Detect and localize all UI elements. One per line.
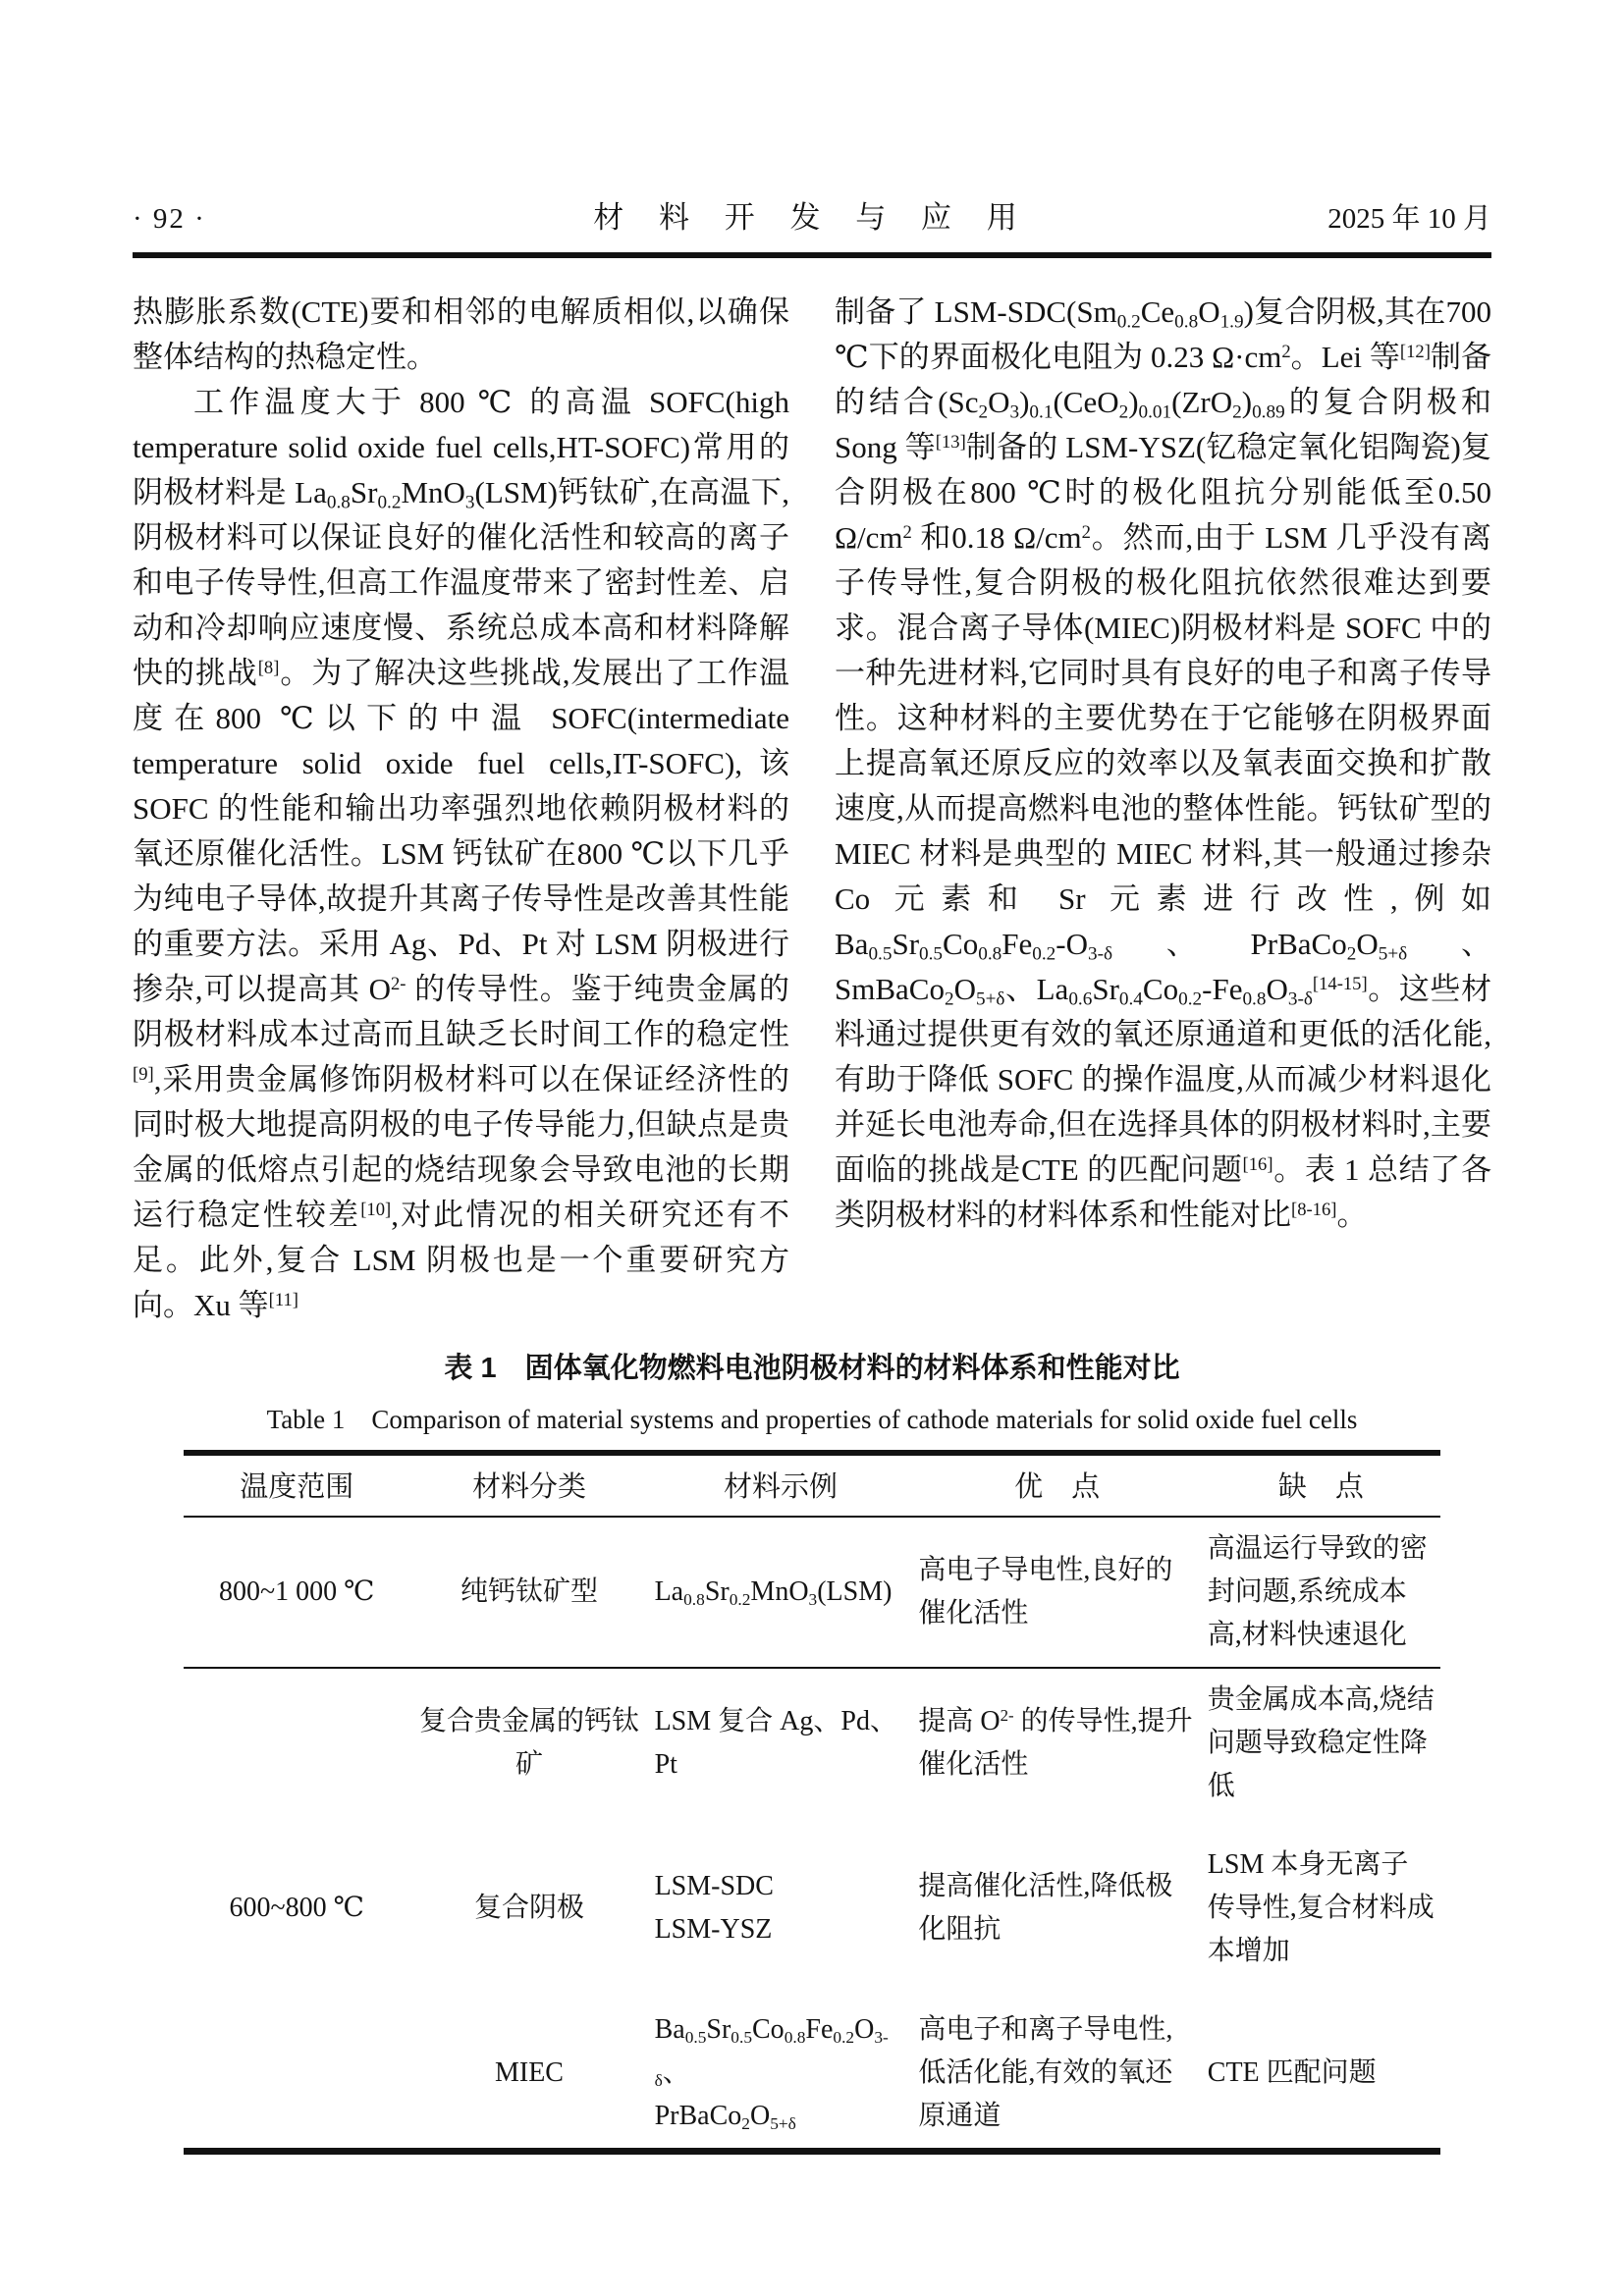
cell-disadvantages: 高温运行导致的密封问题,系统成本高,材料快速退化 (1207, 1533, 1428, 1650)
col-header-disadvantages: 缺 点 (1202, 1453, 1440, 1517)
page-number: · 92 · (133, 203, 206, 235)
table-section (133, 1346, 1491, 2155)
running-head (133, 192, 1491, 237)
cell-material-class: MIEC (494, 2057, 564, 2088)
right-column (835, 290, 1491, 1328)
issue-date: 2025 年 10 月 (1327, 203, 1491, 235)
table-caption-zh: 表 1 固体氧化物燃料电池阴极材料的材料体系和性能对比 (444, 1353, 1180, 1384)
cell-material-example: $La_{0.8}Sr_{0.2}MnO_3(LSM)$ (654, 1576, 893, 1609)
table-header-row (184, 1453, 1440, 1517)
cell-temp-range: 800~1 000 ℃ (218, 1576, 375, 1607)
cell-temp-range: 600~800 ℃ (184, 1668, 409, 2152)
cell-material-class: 纯钙钛矿型 (460, 1576, 598, 1607)
table-row (184, 1517, 1440, 1668)
cell-advantages: 提高 $O^{2-}$ 的传导性,提升催化活性 (912, 1668, 1201, 1818)
cell-advantages: 提高催化活性,降低极化阻抗 (918, 1871, 1173, 1945)
col-header-temp-range: 温度范围 (184, 1453, 409, 1517)
col-header-advantages: 优 点 (912, 1453, 1201, 1517)
cell-material-example: LSM 复合 Ag、Pd、Pt (649, 1668, 913, 1818)
body-paragraph: 工作温度大于 800 ℃ 的高温 SOFC(high temperature solid oxide fuel cells,HT-SOFC)常用的阴极材料是 $La_{0.8}Sr_{0.2}MnO_3(LSM)$钙钛矿,在高温下,阴极材料可以保证良好的催化活性和较高的离子和电子传导性,但高工作温度带来了密封性差、启动和冷却响应速度慢、系统总成本高和材料降解快的挑战[8]。为了解决这些挑战,发展出了工作温度在800 ℃以下的中温 SOFC(intermediate temperature solid oxide fuel cells,IT-SOFC),该 SOFC 的性能和输出功率强烈地依赖阴极材料的氧还原催化活性。LSM 钙钛矿在800 ℃以下几乎为纯电子导体,故提升其离子传导性是改善其性能的重要方法。采用 Ag、Pd、Pt 对 LSM 阴极进行掺杂,可以提高其 $O^{2-}$ 的传导性。鉴于纯贵金属的阴极材料成本过高而且缺乏长时间工作的稳定性[9],采用贵金属修饰阴极材料可以在保证经济性的同时极大地提高阴极的电子传导能力,但缺点是贵金属的低熔点引起的烧结现象会导致电池的长期运行稳定性较差[10],对此情况的相关研究还有不足。此外,复合 LSM 阴极也是一个重要研究方向。Xu 等[11] (133, 385, 790, 1322)
cell-advantages: 高电子和离子导电性,低活化能,有效的氧还原通道 (918, 2014, 1173, 2131)
table-caption-en: Table 1 Comparison of material systems and properties of cathode materials for solid oxide fuel cells (266, 1405, 1358, 1434)
cell-disadvantages: LSM 本身无离子传导性,复合材料成本增加 (1207, 1849, 1435, 1966)
cell-material-class: 复合贵金属的钙钛矿 (409, 1668, 648, 1818)
col-header-material-example: 材料示例 (649, 1453, 913, 1517)
cell-disadvantages: 贵金属成本高,烧结问题导致稳定性降低 (1202, 1668, 1440, 1818)
col-header-material-class: 材料分类 (409, 1453, 648, 1517)
cathode-materials-table (184, 1450, 1440, 2155)
cell-disadvantages: CTE 匹配问题 (1207, 2057, 1377, 2088)
journal-title: 材 料 开 发 与 应 用 (593, 200, 1031, 235)
table-group-high-temp (184, 1517, 1440, 1668)
left-column (133, 290, 789, 1328)
cell-material-example: LSM-SDC LSM-YSZ (654, 1871, 774, 1945)
article-body (133, 290, 1491, 1328)
cell-advantages: 高电子导电性,良好的催化活性 (918, 1555, 1173, 1629)
body-paragraph: 制备了 LSM-$SDC(Sm_{0.2}Ce_{0.8}O_{1.9})$复合阴极,其在700 ℃下的界面极化电阻为 0.23 $\Omega\cdot cm^2$。Lei 等[12]制备的结合$(Sc_2O_3)_{0.1}(CeO_2)_{0.01}(ZrO_2)_{0.89}$的复合阴极和 Song 等[13]制备的 LSM-YSZ(钇稳定氧化铝陶瓷)复合阴极在800 ℃时的极化阻抗分别能低至0.50 $\Omega/cm^2$ 和0.18 $\Omega/cm^2$。然而,由于 LSM 几乎没有离子传导性,复合阴极的极化阻抗依然很难达到要求。混合离子导体(MIEC)阴极材料是 SOFC 中的一种先进材料,它同时具有良好的电子和离子传导性。这种材料的主要优势在于它能够在阴极界面上提高氧还原反应的效率以及氧表面交换和扩散速度,从而提高燃料电池的整体性能。钙钛矿型的 MIEC 材料是典型的 MIEC 材料,其一般通过掺杂 Co 元素和 Sr 元素进行改性,例如 $Ba_{0.5}Sr_{0.5}Co_{0.8}Fe_{0.2}-O_{3-\delta}$、$PrBaCo_2O_{5+\delta}$、$SmBaCo_2O_{5+\delta}$、$La_{0.6}Sr_{0.4}Co_{0.2}-Fe_{0.8}O_{3-\delta}[14-15]$。这些材料通过提供更有效的氧还原通道和更低的活化能,有助于降低 SOFC 的操作温度,从而减少材料退化并延长电池寿命,但在选择具体的阴极材料时,主要面临的挑战是CTE 的匹配问题[16]。表 1 总结了各类阴极材料的材料体系和性能对比[8-16]。 (835, 294, 1491, 1232)
table-row (184, 1668, 1440, 1818)
cell-material-example: $Ba_{0.5}Sr_{0.5}Co_{0.8}Fe_{0.2}O_{3-\delta}$、 $PrBaCo_2O_{5+\delta}$ (654, 2014, 889, 2133)
cell-material-class: 复合阴极 (473, 1893, 584, 1923)
body-paragraph: 热膨胀系数(CTE)要和相邻的电解质相似,以确保整体结构的热稳定性。 (133, 294, 789, 374)
table-group-mid-temp (184, 1668, 1440, 2152)
header-rule (133, 252, 1491, 258)
